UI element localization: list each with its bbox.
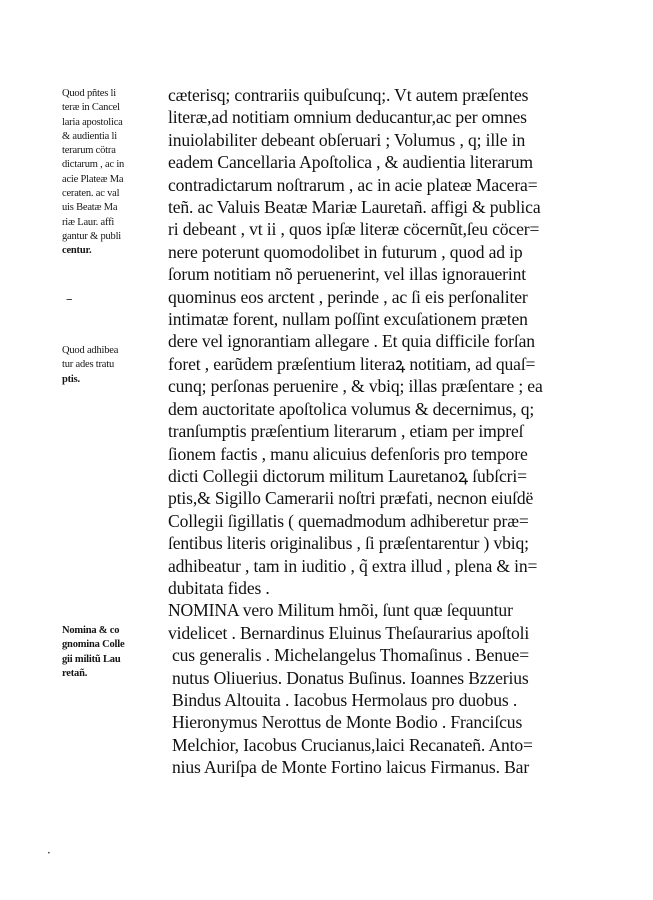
margin-note-line: uis Beatæ Ma bbox=[62, 202, 118, 214]
text-line: videlicet . Bernardinus Eluinus Theſaurarius apoſtoli bbox=[168, 622, 530, 643]
text-line: ptis,& Sigillo Camerarii noſtri præfati, necnon eiuſdë bbox=[168, 488, 534, 509]
margin-note-line: gii militũ Lau bbox=[62, 653, 121, 665]
margin-note-line: teræ in Cancel bbox=[62, 102, 120, 114]
margin-note-line: ceraten. ac val bbox=[62, 188, 120, 200]
main-text-block bbox=[168, 84, 638, 779]
margin-note-line: gnomina Colle bbox=[62, 639, 125, 651]
text-line: teñ. ac Valuis Beatæ Mariæ Lauretañ. affigi & publica bbox=[168, 197, 541, 218]
text-line: nere poterunt quomodolibet in futurum , quod ad ip bbox=[168, 241, 523, 262]
margin-note-line: acie Plateæ Ma bbox=[62, 173, 124, 185]
text-line: ſionem factis , manu alicuius defenſoris pro tempore bbox=[168, 443, 528, 464]
margin-note-presentes bbox=[62, 87, 168, 259]
margin-note-line: retañ. bbox=[62, 667, 88, 679]
margin-note-line: centur. bbox=[62, 245, 92, 257]
text-line: ri debeant , vt ii , quos ipſæ literæ cöcernũt,ſeu cöcer= bbox=[168, 219, 540, 240]
text-line: Collegii ſigillatis ( quemadmodum adhiberetur præ= bbox=[168, 510, 529, 531]
text-line: cunq; perſonas peruenire , & vbiq; illas præſentare ; ea bbox=[168, 376, 543, 397]
text-line: nutus Oliuerius. Donatus Buſinus. Ioannes Bzzerius bbox=[172, 667, 529, 688]
text-line: Hieronymus Nerottus de Monte Bodio . Franciſcus bbox=[172, 712, 523, 733]
margin-note-line: Quod pñtes li bbox=[62, 88, 116, 99]
text-line: cus generalis . Michelangelus Thomaſinus . Benue= bbox=[172, 645, 529, 666]
text-line: adhibeatur , tam in iuditio , q̃ extra illud , plena & in= bbox=[168, 555, 538, 576]
margin-note-line: & audientia li bbox=[62, 130, 117, 142]
text-line: cæterisq; contrariis quibuſcunq;. Vt autem præſentes bbox=[168, 85, 529, 105]
text-line: Bindus Altouita . Iacobus Hermolaus pro duobus . bbox=[172, 689, 518, 710]
text-line: literæ,ad notitiam omnium deducantur,ac per omnes bbox=[168, 107, 527, 128]
text-line: ſentibus literis originalibus , ſi præſentarentur ) vbiq; bbox=[168, 533, 529, 554]
marginal-dash: – bbox=[66, 292, 73, 307]
margin-note-line: dictarum , ac in bbox=[62, 159, 125, 171]
text-line: intimatæ forent, nullam poſſint excuſationem præten bbox=[168, 309, 528, 330]
margin-note-line: gantur & publi bbox=[62, 230, 122, 242]
margin-note-nomina bbox=[62, 624, 168, 681]
margin-note-line: riæ Laur. affi bbox=[62, 216, 115, 228]
bottom-mark: · bbox=[47, 846, 51, 860]
margin-note-line: terarum cötra bbox=[62, 145, 116, 157]
text-line: dem auctoritate apoſtolica volumus & decernimus, q; bbox=[168, 398, 535, 419]
text-line: dere vel ignorantiam allegare . Et quia difficile forſan bbox=[168, 331, 535, 352]
text-line: Melchior, Iacobus Crucianus,laici Recanateñ. Anto= bbox=[172, 734, 533, 755]
text-line: tranſumptis præſentium literarum , etiam per impreſ bbox=[168, 421, 524, 442]
text-line: contradictarum noſtrarum , ac in acie plateæ Macera= bbox=[168, 174, 538, 195]
margin-note-line: tur ades tratu bbox=[62, 359, 115, 371]
text-line: dicti Collegii dictorum militum Lauretanoꝝ ſubſcri= bbox=[168, 465, 527, 486]
margin-note-adhibeatur bbox=[62, 344, 168, 387]
text-line: quominus eos arctent , perinde , ac ſi eis perſonaliter bbox=[168, 286, 528, 307]
text-line: ſorum notitiam nõ peruenerint, vel illas ignorauerint bbox=[168, 264, 527, 285]
margin-note-line: ptis. bbox=[62, 373, 80, 385]
text-line: NOMINA vero Militum hmõi, ſunt quæ ſequuntur bbox=[168, 600, 513, 621]
margin-note-line: laria apostolica bbox=[62, 116, 123, 128]
margin-note-line: Quod adhibea bbox=[62, 345, 119, 356]
text-line: foret , earũdem præſentium literaꝝ notitiam, ad quaſ= bbox=[168, 353, 536, 374]
text-line: inuiolabiliter debeant obſeruari ; Volumus , q; ille in bbox=[168, 129, 526, 150]
text-line: nius Auriſpa de Monte Fortino laicus Firmanus. Bar bbox=[172, 757, 530, 778]
text-line: eadem Cancellaria Apoſtolica , & audientia literarum bbox=[168, 152, 533, 173]
text-line: dubitata fides . bbox=[168, 577, 270, 598]
margin-note-line: Nomina & co bbox=[62, 625, 120, 636]
